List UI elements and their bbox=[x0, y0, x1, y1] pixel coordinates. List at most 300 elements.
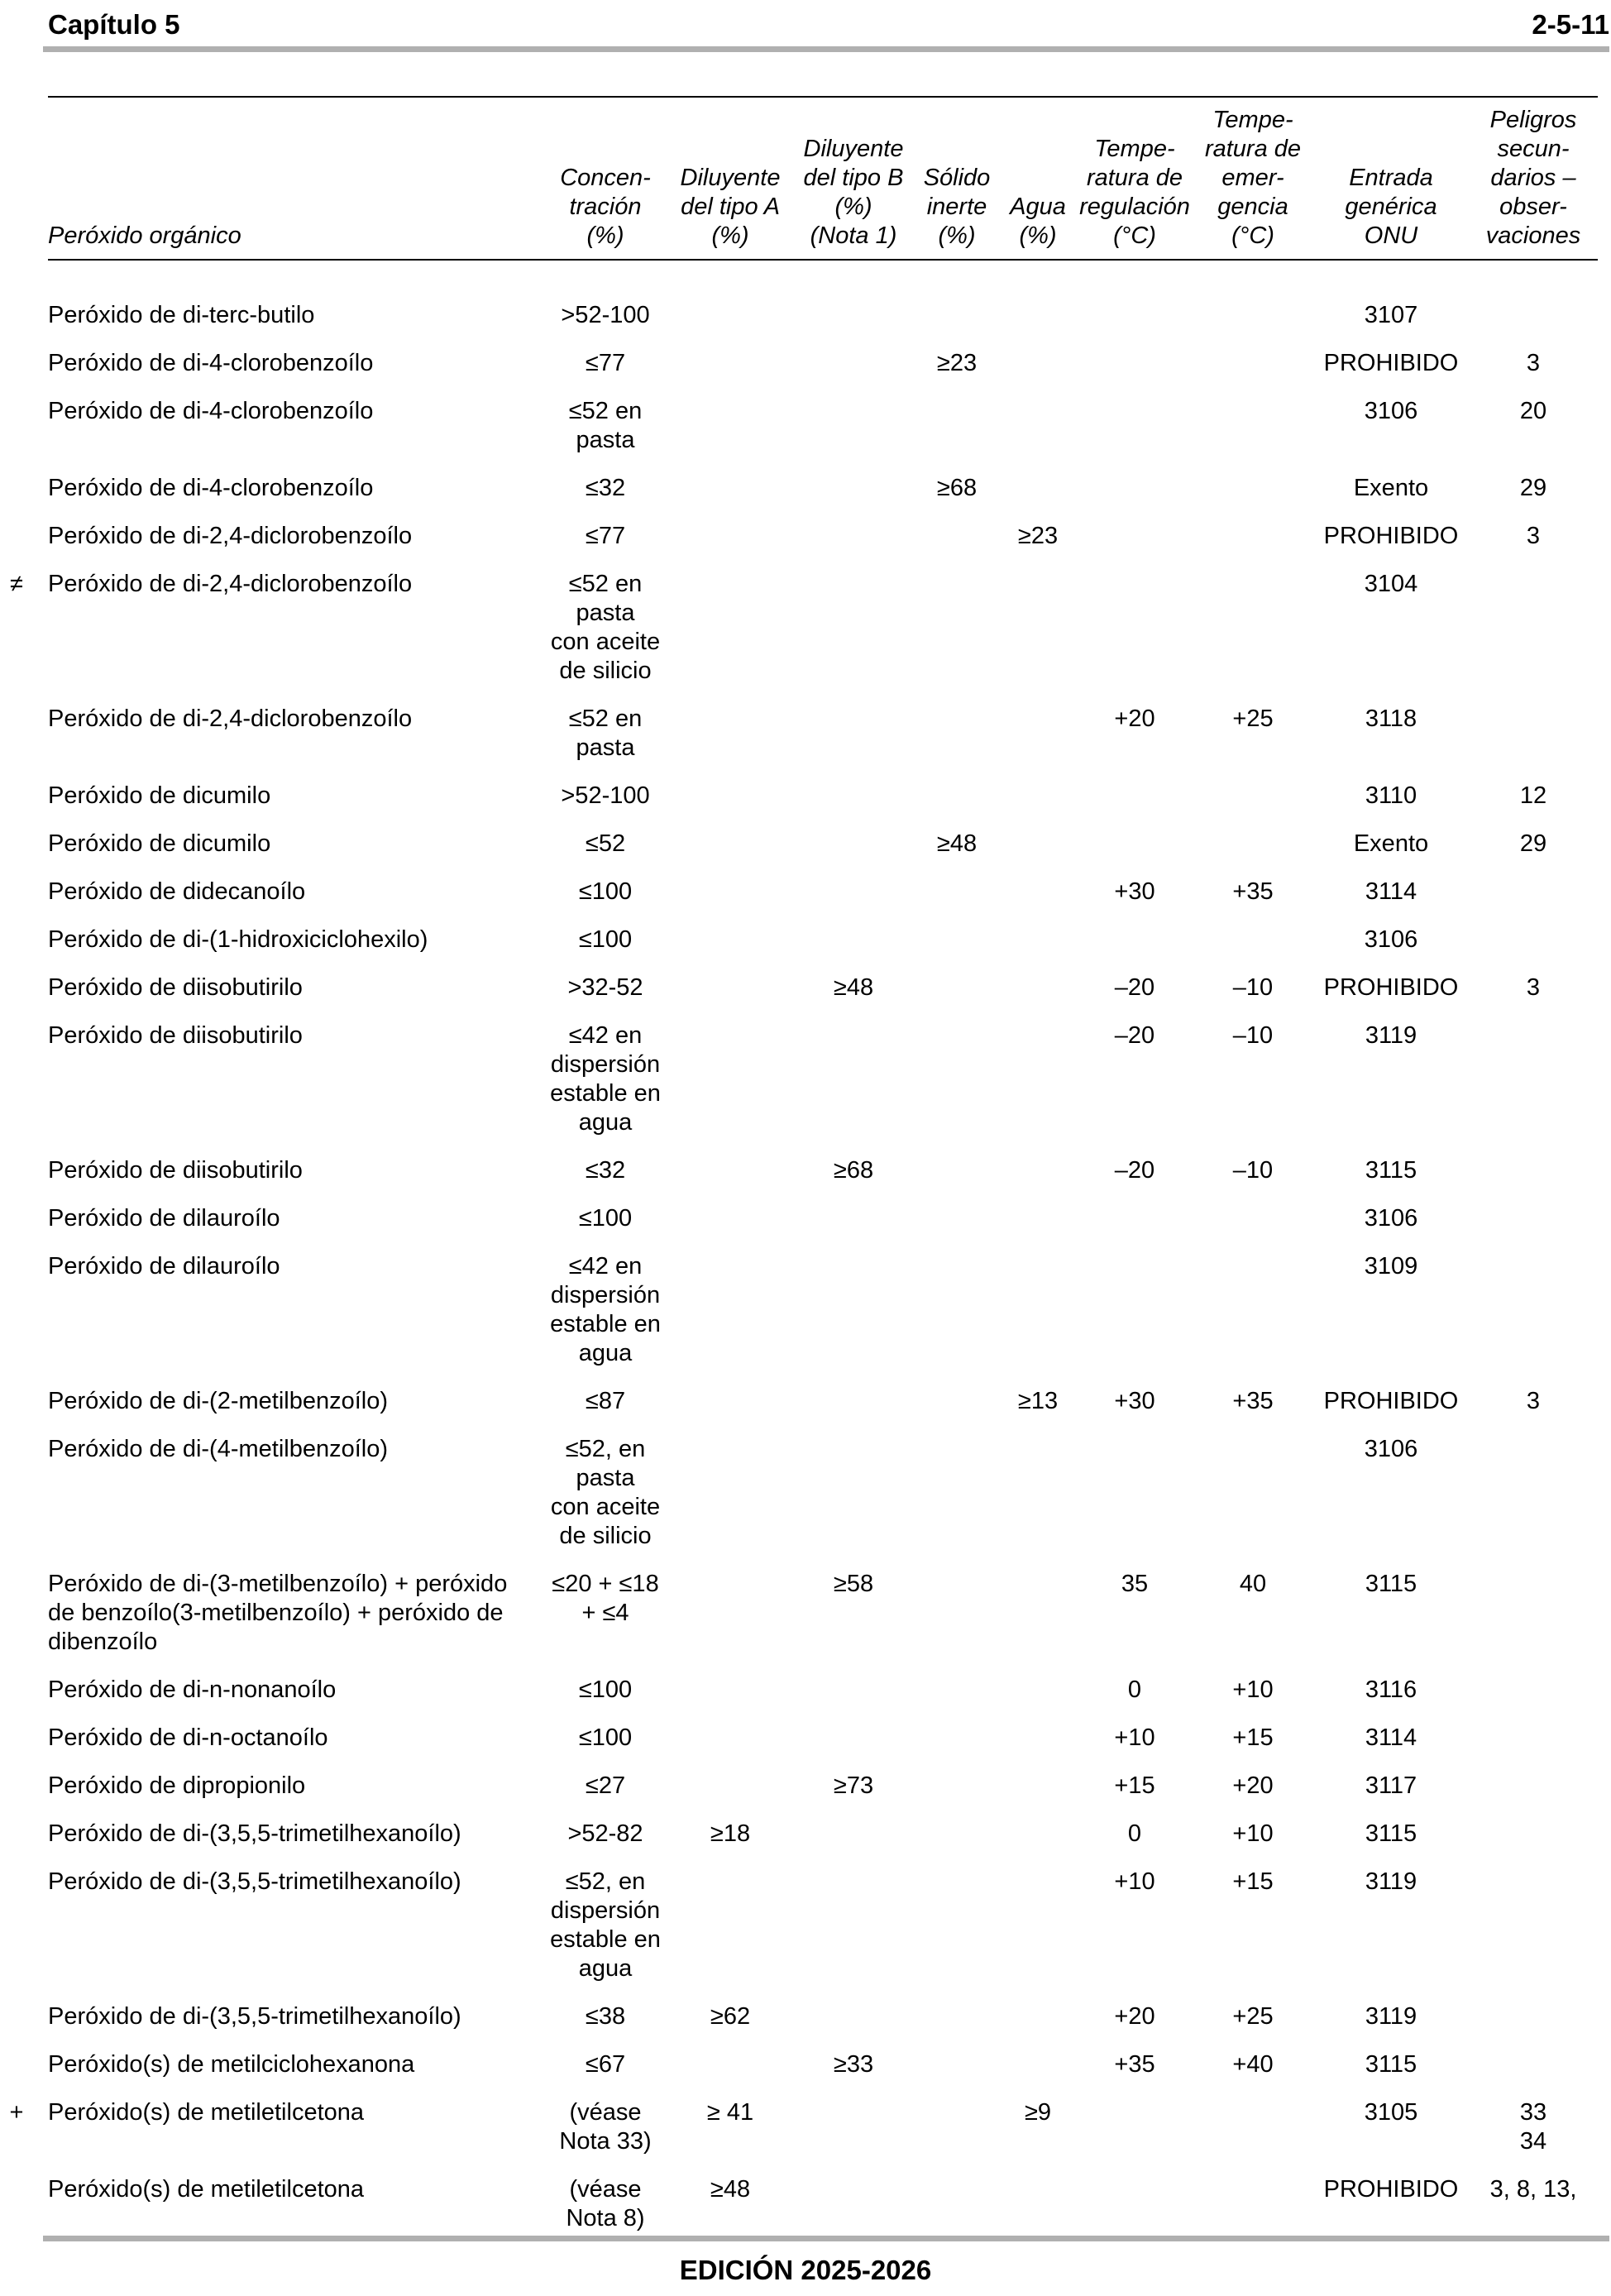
col-un-entry-text: 3107 bbox=[1364, 302, 1418, 328]
table-row bbox=[48, 780, 1598, 828]
col-concentration-cell bbox=[543, 924, 668, 972]
col-concentration-text: ≤52 en pasta bbox=[568, 398, 643, 453]
col-inert-solid-header: Sólido inerte (%) bbox=[915, 97, 999, 260]
col-subsidiary-risks-cell bbox=[1469, 1866, 1598, 2001]
col-un-entry-text: 3119 bbox=[1365, 1022, 1417, 1049]
col-un-entry-text: 3106 bbox=[1364, 1205, 1418, 1232]
table-row bbox=[48, 828, 1598, 876]
col-concentration-cell bbox=[543, 1203, 668, 1251]
col-water-cell bbox=[999, 972, 1077, 1020]
col-diluent-b-cell bbox=[792, 1203, 915, 1251]
col-diluent-a-cell bbox=[668, 568, 792, 703]
col-un-entry-text: 3118 bbox=[1365, 706, 1417, 732]
col-diluent-b-cell bbox=[792, 1251, 915, 1385]
col-emergency-temp-cell bbox=[1193, 1020, 1313, 1155]
col-emergency-temp-cell bbox=[1193, 347, 1313, 395]
col-organic-peroxide-cell bbox=[48, 1674, 543, 1722]
col-inert-solid-cell bbox=[915, 2049, 999, 2097]
col-un-entry-cell bbox=[1313, 299, 1469, 347]
page-header bbox=[48, 5, 1609, 46]
col-un-entry-cell bbox=[1313, 780, 1469, 828]
col-concentration-cell bbox=[543, 1155, 668, 1203]
col-diluent-a-cell bbox=[668, 1568, 792, 1674]
col-concentration-cell bbox=[543, 1818, 668, 1866]
col-organic-peroxide-text: Peróxido de didecanoílo bbox=[48, 878, 306, 905]
col-inert-solid-cell bbox=[915, 972, 999, 1020]
col-diluent-b-cell bbox=[792, 876, 915, 924]
col-emergency-temp-text: +35 bbox=[1232, 878, 1274, 905]
col-un-entry-text: 3115 bbox=[1365, 1571, 1417, 1597]
col-organic-peroxide-text: Peróxido de diisobutirilo bbox=[48, 1157, 303, 1184]
table-row bbox=[48, 876, 1598, 924]
col-organic-peroxide-text: Peróxido de di-(4-metilbenzoílo) bbox=[48, 1436, 389, 1462]
col-subsidiary-risks-cell bbox=[1469, 1203, 1598, 1251]
col-diluent-b-cell bbox=[792, 780, 915, 828]
col-inert-solid-cell bbox=[915, 395, 999, 472]
col-organic-peroxide-text: Peróxido(s) de metilciclohexanona bbox=[48, 2051, 415, 2078]
table-body bbox=[9, 260, 1598, 2251]
col-diluent-b-cell bbox=[792, 924, 915, 972]
col-un-entry-text: Exento bbox=[1353, 830, 1429, 857]
col-concentration-text: ≤20 + ≤18 + ≤4 bbox=[552, 1571, 659, 1626]
col-diluent-b-cell bbox=[792, 972, 915, 1020]
col-diluent-a-cell bbox=[668, 1866, 792, 2001]
col-control-temp-cell bbox=[1077, 299, 1193, 347]
col-subsidiary-risks-cell bbox=[1469, 395, 1598, 472]
col-concentration-cell bbox=[543, 1722, 668, 1770]
col-control-temp-cell bbox=[1077, 472, 1193, 520]
col-un-entry-text: 3109 bbox=[1364, 1253, 1418, 1280]
col-subsidiary-risks-text: 3 bbox=[1526, 1388, 1541, 1414]
col-un-entry-cell bbox=[1313, 2001, 1469, 2049]
col-control-temp-cell bbox=[1077, 1155, 1193, 1203]
col-un-entry-cell bbox=[1313, 1568, 1469, 1674]
col-concentration-cell bbox=[543, 780, 668, 828]
col-concentration-text: ≤100 bbox=[578, 878, 633, 905]
col-diluent-a-cell bbox=[668, 2097, 792, 2174]
col-subsidiary-risks-cell bbox=[1469, 1251, 1598, 1385]
col-inert-solid-cell bbox=[915, 828, 999, 876]
col-organic-peroxide-text: Peróxido de di-(1-hidroxiciclohexilo) bbox=[48, 926, 428, 953]
col-inert-solid-text: ≥68 bbox=[936, 475, 978, 501]
col-un-entry-cell bbox=[1313, 1866, 1469, 2001]
col-subsidiary-risks-cell bbox=[1469, 568, 1598, 703]
col-concentration-cell bbox=[543, 1385, 668, 1433]
col-un-entry-text: 3115 bbox=[1365, 1157, 1417, 1184]
col-organic-peroxide-text: Peróxido de dicumilo bbox=[48, 782, 271, 809]
col-water-cell bbox=[999, 924, 1077, 972]
col-diluent-a-cell bbox=[668, 2049, 792, 2097]
col-subsidiary-risks-cell bbox=[1469, 703, 1598, 780]
col-diluent-b-cell bbox=[792, 1155, 915, 1203]
col-diluent-b-cell bbox=[792, 703, 915, 780]
col-concentration-text: >52-100 bbox=[561, 782, 650, 809]
col-emergency-temp-cell bbox=[1193, 1722, 1313, 1770]
col-inert-solid-cell bbox=[915, 1251, 999, 1385]
col-diluent-b-cell bbox=[792, 347, 915, 395]
col-concentration-text: (véase Nota 33) bbox=[559, 2099, 652, 2155]
col-water-cell bbox=[999, 876, 1077, 924]
col-diluent-a-cell bbox=[668, 1385, 792, 1433]
col-organic-peroxide-cell bbox=[48, 780, 543, 828]
col-diluent-b-cell bbox=[792, 299, 915, 347]
col-emergency-temp-cell bbox=[1193, 2097, 1313, 2174]
col-organic-peroxide-text: Peróxido(s) de metiletilcetona bbox=[48, 2099, 365, 2126]
col-control-temp-cell bbox=[1077, 1433, 1193, 1568]
table-row bbox=[48, 347, 1598, 395]
col-organic-peroxide-cell bbox=[48, 1818, 543, 1866]
table-row bbox=[48, 2001, 1598, 2049]
col-diluent-b-cell bbox=[792, 1433, 915, 1568]
col-subsidiary-risks-cell bbox=[1469, 1020, 1598, 1155]
table-row bbox=[48, 299, 1598, 347]
col-un-entry-text: PROHIBIDO bbox=[1323, 974, 1459, 1001]
col-inert-solid-cell bbox=[915, 1020, 999, 1155]
col-water-cell bbox=[999, 1203, 1077, 1251]
col-concentration-cell bbox=[543, 703, 668, 780]
col-emergency-temp-cell bbox=[1193, 1818, 1313, 1866]
col-concentration-text: ≤100 bbox=[578, 926, 633, 953]
col-control-temp-text: –20 bbox=[1114, 1157, 1155, 1184]
col-organic-peroxide-text: Peróxido de dilauroílo bbox=[48, 1253, 280, 1280]
col-control-temp-cell bbox=[1077, 780, 1193, 828]
col-concentration-text: >52-82 bbox=[567, 1820, 643, 1847]
col-inert-solid-cell bbox=[915, 1818, 999, 1866]
col-water-text: ≥23 bbox=[1017, 523, 1059, 549]
col-un-entry-text: PROHIBIDO bbox=[1323, 1388, 1459, 1414]
col-diluent-b-cell bbox=[792, 395, 915, 472]
col-organic-peroxide-cell bbox=[48, 1385, 543, 1433]
col-un-entry-text: 3119 bbox=[1365, 2003, 1417, 2030]
col-emergency-temp-cell bbox=[1193, 972, 1313, 1020]
col-subsidiary-risks-cell bbox=[1469, 972, 1598, 1020]
col-un-entry-text: 3117 bbox=[1365, 1772, 1417, 1799]
revision-mark: ≠ bbox=[10, 571, 23, 597]
col-un-entry-cell bbox=[1313, 703, 1469, 780]
col-emergency-temp-cell bbox=[1193, 520, 1313, 568]
col-emergency-temp-text: –10 bbox=[1232, 1157, 1274, 1184]
col-water-cell bbox=[999, 472, 1077, 520]
col-diluent-b-cell bbox=[792, 1722, 915, 1770]
col-control-temp-text: –20 bbox=[1114, 974, 1155, 1001]
col-un-entry-cell bbox=[1313, 1020, 1469, 1155]
col-diluent-b-cell bbox=[792, 1770, 915, 1818]
col-emergency-temp-cell bbox=[1193, 924, 1313, 972]
col-concentration-cell bbox=[543, 1866, 668, 2001]
col-inert-solid-cell bbox=[915, 1674, 999, 1722]
col-diluent-b-cell bbox=[792, 1674, 915, 1722]
col-un-entry-text: 3119 bbox=[1365, 1868, 1417, 1895]
col-organic-peroxide-text: Peróxido de di-4-clorobenzoílo bbox=[48, 475, 374, 501]
col-diluent-b-cell bbox=[792, 1385, 915, 1433]
col-control-temp-text: +10 bbox=[1114, 1724, 1155, 1751]
col-concentration-text: ≤87 bbox=[585, 1388, 626, 1414]
col-water-cell bbox=[999, 2097, 1077, 2174]
col-water-cell bbox=[999, 1385, 1077, 1433]
col-concentration-cell bbox=[543, 1770, 668, 1818]
col-organic-peroxide-text: Peróxido de diisobutirilo bbox=[48, 974, 303, 1001]
col-organic-peroxide-cell bbox=[48, 1568, 543, 1674]
col-concentration-cell bbox=[543, 347, 668, 395]
col-water-cell bbox=[999, 2001, 1077, 2049]
col-un-entry-cell bbox=[1313, 347, 1469, 395]
col-diluent-a-cell bbox=[668, 472, 792, 520]
col-subsidiary-risks-cell bbox=[1469, 1770, 1598, 1818]
col-diluent-a-cell bbox=[668, 520, 792, 568]
col-diluent-b-cell bbox=[792, 568, 915, 703]
col-subsidiary-risks-text: 3 bbox=[1526, 974, 1541, 1001]
col-diluent-a-cell bbox=[668, 1155, 792, 1203]
col-emergency-temp-text: +10 bbox=[1232, 1820, 1274, 1847]
col-subsidiary-risks-text: 3, 8, 13, bbox=[1489, 2176, 1577, 2203]
col-control-temp-text: +30 bbox=[1114, 878, 1155, 905]
col-emergency-temp-text: +40 bbox=[1232, 2051, 1274, 2078]
table-row bbox=[48, 1385, 1598, 1433]
col-concentration-cell bbox=[543, 520, 668, 568]
table-row bbox=[48, 472, 1598, 520]
col-emergency-temp-cell bbox=[1193, 1568, 1313, 1674]
col-subsidiary-risks-cell bbox=[1469, 2049, 1598, 2097]
col-un-entry-cell bbox=[1313, 472, 1469, 520]
col-organic-peroxide-cell bbox=[48, 828, 543, 876]
col-organic-peroxide-cell bbox=[48, 924, 543, 972]
col-inert-solid-cell bbox=[915, 347, 999, 395]
col-concentration-cell bbox=[543, 2097, 668, 2174]
col-subsidiary-risks-cell bbox=[1469, 2097, 1598, 2174]
col-emergency-temp-cell bbox=[1193, 2049, 1313, 2097]
col-diluent-a-cell bbox=[668, 347, 792, 395]
col-diluent-a-cell bbox=[668, 1020, 792, 1155]
table-row bbox=[48, 568, 1598, 703]
col-organic-peroxide-cell bbox=[48, 972, 543, 1020]
col-diluent-a-text: ≥ 41 bbox=[706, 2099, 754, 2126]
col-diluent-a-cell bbox=[668, 828, 792, 876]
col-inert-solid-cell bbox=[915, 1155, 999, 1203]
col-concentration-text: ≤32 bbox=[585, 1157, 626, 1184]
col-emergency-temp-cell bbox=[1193, 828, 1313, 876]
col-subsidiary-risks-cell bbox=[1469, 1568, 1598, 1674]
col-un-entry-cell bbox=[1313, 1155, 1469, 1203]
col-inert-solid-cell bbox=[915, 1385, 999, 1433]
col-subsidiary-risks-text: 12 bbox=[1519, 782, 1547, 809]
col-control-temp-cell bbox=[1077, 568, 1193, 703]
col-organic-peroxide-text: Peróxido de di-(3-metilbenzoílo) + peróxido de benzoílo(3-metilbenzoílo) + peróxido de dibenzoílo bbox=[48, 1571, 508, 1655]
col-un-entry-text: 3105 bbox=[1364, 2099, 1418, 2126]
col-organic-peroxide-text: Peróxido de dipropionilo bbox=[48, 1772, 306, 1799]
col-un-entry-cell bbox=[1313, 520, 1469, 568]
col-concentration-text: ≤67 bbox=[585, 2051, 626, 2078]
col-organic-peroxide-text: Peróxido de diisobutirilo bbox=[48, 1022, 303, 1049]
col-un-entry-cell bbox=[1313, 1722, 1469, 1770]
chapter-title: Capítulo 5 bbox=[48, 9, 180, 40]
col-control-temp-cell bbox=[1077, 347, 1193, 395]
col-diluent-a-cell bbox=[668, 1818, 792, 1866]
col-control-temp-cell bbox=[1077, 2001, 1193, 2049]
col-emergency-temp-text: +35 bbox=[1232, 1388, 1274, 1414]
col-un-entry-cell bbox=[1313, 2049, 1469, 2097]
col-diluent-b-text: ≥73 bbox=[833, 1772, 874, 1799]
col-control-temp-text: 0 bbox=[1127, 1677, 1142, 1703]
col-control-temp-cell bbox=[1077, 1770, 1193, 1818]
col-organic-peroxide-text: Peróxido de di-4-clorobenzoílo bbox=[48, 350, 374, 376]
col-un-entry-text: 3114 bbox=[1365, 878, 1417, 905]
col-subsidiary-risks-cell bbox=[1469, 299, 1598, 347]
table-row bbox=[48, 1433, 1598, 1568]
col-concentration-text: ≤100 bbox=[578, 1677, 633, 1703]
col-emergency-temp-text: –10 bbox=[1232, 1022, 1274, 1049]
col-emergency-temp-cell bbox=[1193, 1203, 1313, 1251]
col-subsidiary-risks-cell bbox=[1469, 1155, 1598, 1203]
col-diluent-b-text: ≥48 bbox=[833, 974, 874, 1001]
col-organic-peroxide-text: Peróxido de di-terc-butilo bbox=[48, 302, 315, 328]
col-un-entry-text: 3106 bbox=[1364, 926, 1418, 953]
table-spacer bbox=[48, 260, 1598, 299]
table-row bbox=[48, 972, 1598, 1020]
col-un-entry-cell bbox=[1313, 1818, 1469, 1866]
col-diluent-b-text: ≥33 bbox=[833, 2051, 874, 2078]
col-un-entry-header: Entrada genérica ONU bbox=[1313, 97, 1469, 260]
footer-rule bbox=[43, 2236, 1609, 2241]
col-concentration-cell bbox=[543, 972, 668, 1020]
col-organic-peroxide-cell bbox=[48, 299, 543, 347]
col-un-entry-text: PROHIBIDO bbox=[1323, 523, 1459, 549]
col-inert-solid-cell bbox=[915, 1568, 999, 1674]
col-control-temp-cell bbox=[1077, 876, 1193, 924]
col-control-temp-text: +20 bbox=[1114, 706, 1155, 732]
col-un-entry-text: PROHIBIDO bbox=[1323, 2176, 1459, 2203]
col-inert-solid-cell bbox=[915, 1866, 999, 2001]
col-concentration-cell bbox=[543, 1568, 668, 1674]
col-emergency-temp-cell bbox=[1193, 1866, 1313, 2001]
col-inert-solid-cell bbox=[915, 703, 999, 780]
col-un-entry-text: 3106 bbox=[1364, 1436, 1418, 1462]
col-organic-peroxide-header: Peróxido orgánico bbox=[48, 97, 543, 260]
col-control-temp-cell bbox=[1077, 972, 1193, 1020]
col-concentration-text: ≤27 bbox=[585, 1772, 626, 1799]
col-concentration-cell bbox=[543, 395, 668, 472]
col-control-temp-header: Tempe- ratura de regulación (°C) bbox=[1077, 97, 1193, 260]
col-subsidiary-risks-cell bbox=[1469, 828, 1598, 876]
table-row bbox=[48, 1866, 1598, 2001]
col-un-entry-text: 3115 bbox=[1365, 2051, 1417, 2078]
col-control-temp-cell bbox=[1077, 1568, 1193, 1674]
col-water-text: ≥9 bbox=[1024, 2099, 1052, 2126]
col-concentration-text: ≤52, en pasta con aceite de silicio bbox=[550, 1436, 661, 1549]
col-organic-peroxide-text: Peróxido de di-(3,5,5-trimetilhexanoílo) bbox=[48, 1868, 461, 1895]
col-emergency-temp-cell bbox=[1193, 1251, 1313, 1385]
col-un-entry-cell bbox=[1313, 2097, 1469, 2174]
col-diluent-b-cell bbox=[792, 1818, 915, 1866]
col-diluent-b-text: ≥58 bbox=[833, 1571, 874, 1597]
col-control-temp-cell bbox=[1077, 1203, 1193, 1251]
col-un-entry-cell bbox=[1313, 876, 1469, 924]
col-emergency-temp-cell bbox=[1193, 1385, 1313, 1433]
col-subsidiary-risks-cell bbox=[1469, 876, 1598, 924]
col-organic-peroxide-cell bbox=[48, 1251, 543, 1385]
col-control-temp-cell bbox=[1077, 1385, 1193, 1433]
col-control-temp-text: 0 bbox=[1127, 1820, 1142, 1847]
col-subsidiary-risks-text: 29 bbox=[1519, 475, 1547, 501]
col-concentration-cell bbox=[543, 299, 668, 347]
col-control-temp-cell bbox=[1077, 1251, 1193, 1385]
col-diluent-b-cell bbox=[792, 828, 915, 876]
col-organic-peroxide-text: Peróxido(s) de metiletilcetona bbox=[48, 2176, 365, 2203]
col-organic-peroxide-text: Peróxido de dicumilo bbox=[48, 830, 271, 857]
col-inert-solid-cell bbox=[915, 2097, 999, 2174]
col-organic-peroxide-text: Peróxido de di-2,4-diclorobenzoílo bbox=[48, 706, 413, 732]
header-rule bbox=[43, 46, 1609, 52]
table-row bbox=[48, 2049, 1598, 2097]
col-un-entry-text: 3110 bbox=[1365, 782, 1417, 809]
col-water-header: Agua (%) bbox=[999, 97, 1077, 260]
col-emergency-temp-cell bbox=[1193, 568, 1313, 703]
col-diluent-a-text: ≥48 bbox=[710, 2176, 751, 2203]
col-organic-peroxide-cell bbox=[48, 1155, 543, 1203]
col-subsidiary-risks-cell bbox=[1469, 2001, 1598, 2049]
col-inert-solid-cell bbox=[915, 1770, 999, 1818]
col-concentration-cell bbox=[543, 1020, 668, 1155]
col-water-text: ≥13 bbox=[1017, 1388, 1059, 1414]
col-diluent-b-header: Diluyente del tipo B (%) (Nota 1) bbox=[792, 97, 915, 260]
col-organic-peroxide-cell bbox=[48, 1770, 543, 1818]
col-control-temp-cell bbox=[1077, 828, 1193, 876]
col-organic-peroxide-cell bbox=[48, 1203, 543, 1251]
table-row bbox=[48, 520, 1598, 568]
col-diluent-b-cell bbox=[792, 1568, 915, 1674]
col-un-entry-cell bbox=[1313, 1674, 1469, 1722]
col-control-temp-text: +15 bbox=[1114, 1772, 1155, 1799]
col-concentration-text: (véase Nota 8) bbox=[566, 2176, 645, 2231]
col-concentration-text: ≤52 bbox=[585, 830, 626, 857]
col-water-cell bbox=[999, 1155, 1077, 1203]
col-un-entry-cell bbox=[1313, 568, 1469, 703]
col-control-temp-cell bbox=[1077, 1674, 1193, 1722]
col-diluent-a-cell bbox=[668, 1770, 792, 1818]
col-emergency-temp-text: +10 bbox=[1232, 1677, 1274, 1703]
col-emergency-temp-text: +25 bbox=[1232, 706, 1274, 732]
col-water-cell bbox=[999, 1433, 1077, 1568]
col-subsidiary-risks-text: 33 34 bbox=[1519, 2099, 1547, 2155]
col-diluent-a-cell bbox=[668, 1674, 792, 1722]
col-organic-peroxide-text: Peróxido de di-n-octanoílo bbox=[48, 1724, 328, 1751]
col-organic-peroxide-cell bbox=[48, 520, 543, 568]
col-inert-solid-cell bbox=[915, 568, 999, 703]
col-control-temp-cell bbox=[1077, 1722, 1193, 1770]
col-subsidiary-risks-text: 3 bbox=[1526, 523, 1541, 549]
col-diluent-a-header: Diluyente del tipo A (%) bbox=[668, 97, 792, 260]
col-concentration-text: >52-100 bbox=[561, 302, 650, 328]
col-control-temp-text: +20 bbox=[1114, 2003, 1155, 2030]
page-number: 2-5-11 bbox=[1532, 9, 1609, 40]
col-diluent-b-cell bbox=[792, 2097, 915, 2174]
table-row bbox=[48, 1818, 1598, 1866]
col-water-cell bbox=[999, 1818, 1077, 1866]
col-water-cell bbox=[999, 520, 1077, 568]
table-header-row bbox=[48, 97, 1598, 260]
col-organic-peroxide-text: Peróxido de di-2,4-diclorobenzoílo bbox=[48, 571, 413, 597]
col-emergency-temp-text: +25 bbox=[1232, 2003, 1274, 2030]
col-control-temp-cell bbox=[1077, 2097, 1193, 2174]
col-subsidiary-risks-header: Peligros secun- darios – obser- vaciones bbox=[1469, 97, 1598, 260]
col-inert-solid-text: ≥23 bbox=[936, 350, 978, 376]
organic-peroxides-table bbox=[9, 96, 1598, 2251]
col-concentration-header: Concen- tración (%) bbox=[543, 97, 668, 260]
col-inert-solid-cell bbox=[915, 1203, 999, 1251]
col-inert-solid-cell bbox=[915, 924, 999, 972]
col-organic-peroxide-text: Peróxido de di-2,4-diclorobenzoílo bbox=[48, 523, 413, 549]
col-subsidiary-risks-cell bbox=[1469, 1433, 1598, 1568]
col-organic-peroxide-cell bbox=[9, 2097, 543, 2174]
